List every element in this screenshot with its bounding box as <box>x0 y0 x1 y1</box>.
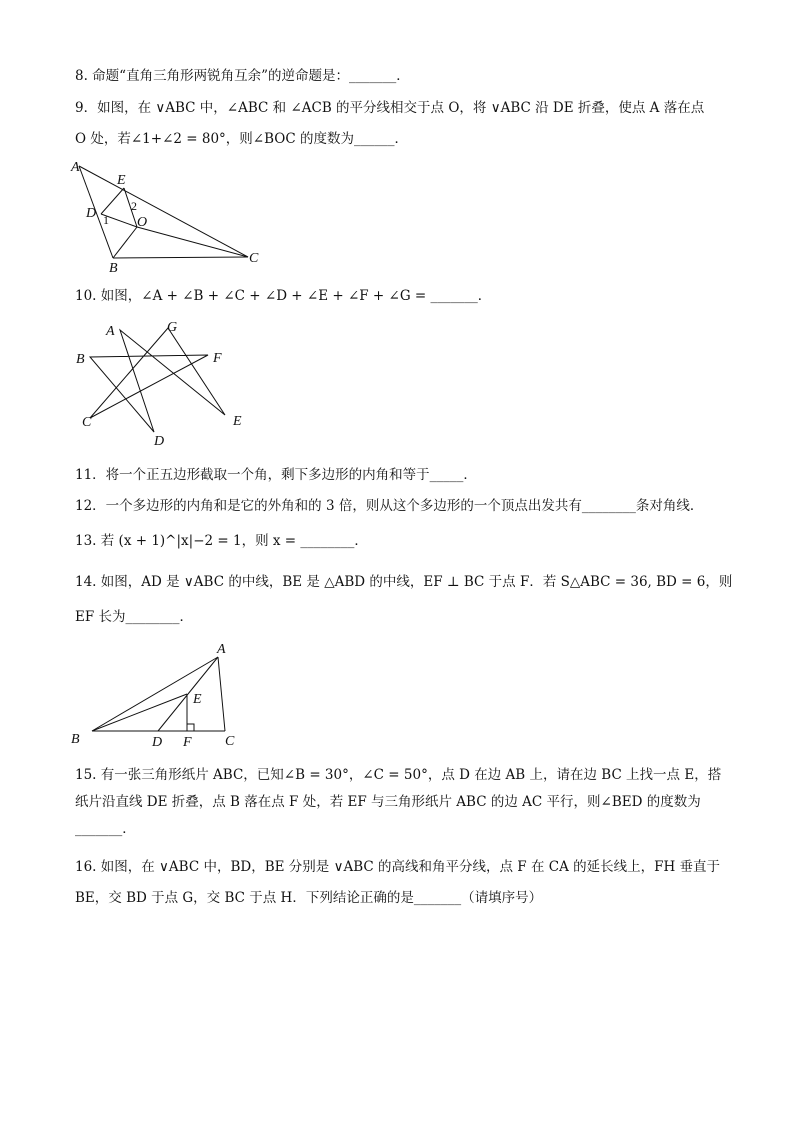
question-13 <box>75 531 368 551</box>
fig9-label-C: C <box>249 251 259 266</box>
fig10-label-A: A <box>106 324 115 339</box>
fig14-segment-AD <box>158 657 218 731</box>
question-14-line-2: EF 长为________． <box>75 609 194 625</box>
question-15-line-2: 纸片沿直线 DE 折叠，点 B 落在点 F 处，若 EF 与三角形纸片 ABC 的边 AC 平行，则∠BED 的度数为 <box>75 794 701 810</box>
figure-14-triangle <box>65 635 255 750</box>
fig14-right-angle-mark <box>187 724 194 731</box>
question-9-line-2: O 处，若∠1+∠2 = 80°，则∠BOC 的度数为______． <box>75 131 408 147</box>
question-12 <box>75 496 703 516</box>
question-10-line-1: 10. 如图，∠A + ∠B + ∠C + ∠D + ∠E + ∠F + ∠G = _______． <box>75 288 492 304</box>
question-12-line-1: 12．一个多边形的内角和是它的外角和的 3 倍，则从这个多边形的一个顶点出发共有________条对角线． <box>75 498 704 514</box>
fig10-label-C: C <box>82 415 92 430</box>
question-8-line-1: 8. 命题“直角三角形两锐角互余”的逆命题是：_______． <box>75 68 410 84</box>
fig9-angle-1: 1 <box>103 213 109 227</box>
question-15-line-1: 15. 有一张三角形纸片 ABC，已知∠B = 30°，∠C = 50°，点 D 在边 AB 上，请在边 BC 上找一点 E，搭 <box>75 767 722 783</box>
question-16-line-1: 16. 如图，在 ∨ABC 中，BD，BE 分别是 ∨ABC 的高线和角平分线，点 F 在 CA 的延长线上，FH 垂直于 <box>75 859 721 875</box>
fig9-segment-OC <box>137 227 248 257</box>
fig14-label-B: B <box>71 732 80 747</box>
fig14-segment-AC <box>218 657 225 731</box>
fig10-label-E: E <box>233 414 242 429</box>
fig10-label-G: G <box>167 320 178 335</box>
figure-10-star <box>70 315 260 450</box>
fig9-segment-BO <box>113 227 137 258</box>
fig10-label-F: F <box>213 351 222 366</box>
question-13-line-1: 13. 若 (x + 1)^|x|−2 = 1，则 x = ________． <box>75 533 368 549</box>
fig9-label-O: O <box>137 215 148 230</box>
fig9-label-A: A <box>71 160 80 175</box>
question-10 <box>75 286 491 306</box>
fig10-star-polygon <box>90 328 225 432</box>
fig14-label-A: A <box>217 642 226 657</box>
fig14-label-E: E <box>193 692 202 707</box>
fig9-label-E: E <box>117 173 126 188</box>
question-14 <box>75 572 732 627</box>
question-8 <box>75 66 410 86</box>
fig9-angle-2: 2 <box>131 199 137 213</box>
question-11-line-1: 11．将一个正五边形截取一个角，剩下多边形的内角和等于_____． <box>75 467 477 483</box>
fig9-label-B: B <box>109 261 118 276</box>
fig10-label-B: B <box>76 352 85 367</box>
question-15 <box>75 765 721 839</box>
question-15-line-3: _______． <box>75 821 136 837</box>
question-9 <box>75 98 704 149</box>
fig10-label-D: D <box>154 434 165 449</box>
fig9-label-D: D <box>86 206 97 221</box>
fig9-segment-DE <box>101 188 124 214</box>
fig14-label-F: F <box>183 735 192 750</box>
question-9-line-1: 9．如图，在 ∨ABC 中，∠ABC 和 ∠ACB 的平分线相交于点 O，将 ∨ABC 沿 DE 折叠，使点 A 落在点 <box>75 100 705 116</box>
question-14-line-1: 14. 如图，AD 是 ∨ABC 的中线，BE 是 △ABD 的中线，EF ⊥ BC 于点 F．若 S△ABC = 36, BD = 6，则 <box>75 574 733 590</box>
question-16 <box>75 857 720 908</box>
fig9-segment-BC <box>113 257 248 258</box>
question-11 <box>75 465 477 485</box>
question-16-line-2: BE，交 BD 于点 G，交 BC 于点 H．下列结论正确的是_______（请填序号） <box>75 890 543 906</box>
fig9-segment-AC <box>79 166 248 257</box>
fig14-label-D: D <box>152 735 163 750</box>
fig14-label-C: C <box>225 734 235 749</box>
figure-9-triangle-fold <box>65 155 275 280</box>
